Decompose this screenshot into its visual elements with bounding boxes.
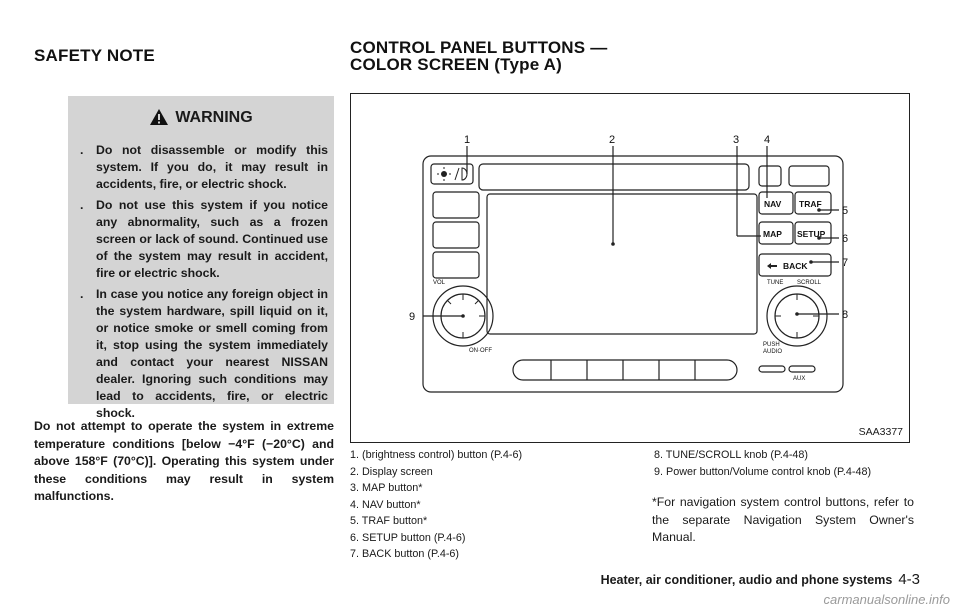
temperature-caution-paragraph: Do not attempt to operate the system in extreme temperature conditions [below −4°F (−20°C) and above 158°F (70°C)]. Operating this system under these conditions may result in system malfunctions. xyxy=(34,419,334,504)
legend-item: 6. SETUP button (P.4-6) xyxy=(350,531,466,544)
callout-8: 8 xyxy=(842,309,849,321)
callout-6: 6 xyxy=(842,233,849,245)
legend-item: 7. BACK button (P.4-6) xyxy=(350,548,460,560)
callout-2: 2 xyxy=(609,134,616,146)
control-panel-heading-line2: COLOR SCREEN (Type A) xyxy=(350,55,562,74)
panel-label-traf: TRAF xyxy=(799,199,822,209)
control-panel-figure xyxy=(350,93,910,443)
panel-label-audio: AUDIO xyxy=(763,349,783,355)
callout-5: 5 xyxy=(842,205,849,217)
callout-3: 3 xyxy=(733,134,740,146)
navigation-footnote: *For navigation system control buttons, refer to the separate Navigation System Owner's Manual. xyxy=(652,495,914,545)
page-number: 4-3 xyxy=(898,571,920,588)
panel-label-push: PUSH xyxy=(763,342,780,348)
callout-9: 9 xyxy=(409,311,416,323)
control-panel-illustration xyxy=(351,94,909,442)
warning-bullet: . In case you notice any foreign object in the system hardware, spill liquid on it, or notice smoke or smell coming from it, stop using the system immediately and contact your nearest NISSAN dealer. Ignoring such conditions may lead to accidents, fire, or electric shock. xyxy=(80,287,328,420)
brightness-icon xyxy=(437,167,467,181)
legend-list-right xyxy=(654,447,916,480)
warning-bullet-list xyxy=(76,142,328,426)
legend-item: 2. Display screen xyxy=(350,465,433,478)
warning-triangle-icon xyxy=(149,108,169,131)
panel-label-nav: NAV xyxy=(764,199,782,209)
panel-label-back: BACK xyxy=(783,261,808,271)
callout-7: 7 xyxy=(842,257,849,269)
back-arrow-icon xyxy=(767,263,777,269)
safety-note-heading: SAFETY NOTE xyxy=(34,46,155,65)
warning-bullet: . Do not disassemble or modify this system. If you do, it may result in accidents, fire, or electric shock. xyxy=(80,143,328,191)
panel-label-tune: TUNE xyxy=(767,280,784,286)
warning-title: WARNING xyxy=(175,109,253,126)
panel-label-setup: SETUP xyxy=(797,229,826,239)
footer-section-title: Heater, air conditioner, audio and phone systems xyxy=(600,573,893,587)
panel-label-scroll: SCROLL xyxy=(797,280,822,286)
panel-label-aux: AUX xyxy=(793,376,806,382)
legend-item: 4. NAV button* xyxy=(350,498,421,511)
warning-title-row xyxy=(68,108,334,131)
legend-item: 1. (brightness control) button (P.4-6) xyxy=(350,449,523,461)
callout-4: 4 xyxy=(764,134,771,146)
figure-code: SAA3377 xyxy=(858,426,903,438)
page-footer xyxy=(601,571,920,588)
panel-label-on-off: ON·OFF xyxy=(469,348,492,354)
panel-label-map: MAP xyxy=(763,229,782,239)
warning-box xyxy=(68,96,334,420)
legend-item: 9. Power button/Volume control knob (P.4-48) xyxy=(654,465,872,478)
callout-1: 1 xyxy=(464,134,471,146)
legend-item: 3. MAP button* xyxy=(350,482,423,494)
legend-item: 5. TRAF button* xyxy=(350,515,428,527)
warning-bullet: . Do not use this system if you notice any abnormality, such as a frozen screen or lack of sound. Continued use of the system may result in accident, fire or electric shock. xyxy=(80,198,328,280)
legend-item: 8. TUNE/SCROLL knob (P.4-48) xyxy=(654,449,809,461)
control-panel-heading-line1: CONTROL PANEL BUTTONS — xyxy=(350,38,608,57)
legend-list-left xyxy=(350,447,640,563)
panel-label-vol: VOL xyxy=(433,280,446,286)
watermark: carmanualsonline.info xyxy=(823,592,950,607)
